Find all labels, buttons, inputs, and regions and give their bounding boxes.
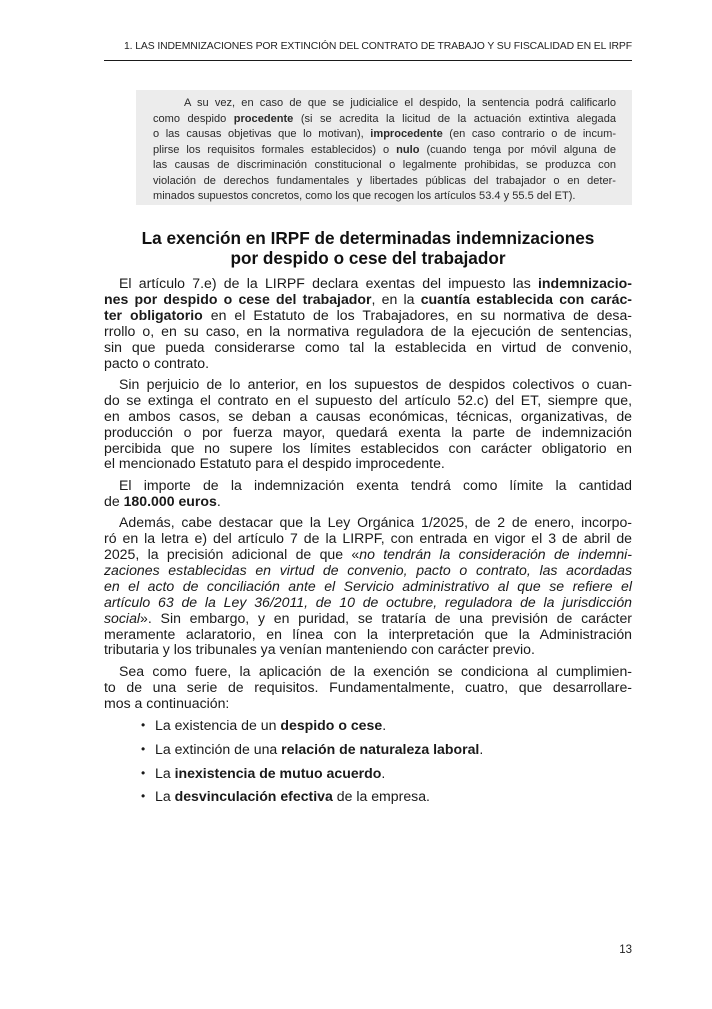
- section-heading: La exención en IRPF de determinadas indemnizaciones por despido o cese del trabajador: [141, 228, 595, 268]
- paragraph-exempt-indemnities: El artículo 7.e) de la LIRPF declara exentas del impuesto las indemnizacio- nes por despido o cese del trabajador, en la cuantía establecida con carác- ter obligatorio en el Estatuto de los Trabajadores, en su normativa de desa- rrollo o, en su caso, en la normativa reguladora de la ejecución de sentencias, sin que pueda considerarse como tal la establecida en virtud de convenio, pacto o contrato.: [104, 275, 633, 371]
- body-text: [104, 276, 632, 812]
- paragraph-collective-dismissals: Sin perjuicio de lo anterior, en los supuestos de despidos colectivos o cuan- do se extinga el contrato en el supuesto del artículo 52.c) del ET, siempre que, en ambos casos, se deban a causas económicas, técnicas, organizativas, de producción o por fuerza mayor, quedará exenta la parte de indemnización percibida que no supere los límites establecidos con carácter obligatorio en el mencionado Estatuto para el despido improcedente.: [104, 375, 632, 472]
- bullet-icon: •: [141, 741, 146, 756]
- bullet-icon: •: [141, 765, 146, 780]
- page-number: 13: [619, 944, 632, 956]
- list-item: • La desvinculación efectiva de la empresa.: [141, 788, 430, 805]
- note-line: como despido procedente (si se acredita la licitud de la actuación extintiva alegada: [153, 112, 616, 125]
- note-line: plirse los requisitos formales establecidos) o nulo (cuando tenga por móvil alguna de: [153, 143, 617, 156]
- note-line: violación de derechos fundamentales y libertades públicas del trabajador o en deter-: [153, 174, 616, 187]
- header-rule: [104, 60, 632, 61]
- list-item: • La extinción de una relación de naturaleza laboral.: [141, 740, 484, 757]
- paragraph-exemption-limit: El importe de la indemnización exenta tendrá como límite la cantidad de 180.000 euros.: [104, 476, 632, 509]
- running-header: 1. LAS INDEMNIZACIONES POR EXTINCIÓN DEL CONTRATO DE TRABAJO Y SU FISCALIDAD EN EL IRPF: [123, 41, 632, 52]
- paragraph-requirements-intro: Sea como fuere, la aplicación de la exención se condiciona al cumplimien- to de una serie de requisitos. Fundamentalmente, cuatro, que desarrollare- mos a continuación:: [104, 662, 632, 711]
- term-nulo: nulo: [396, 143, 420, 156]
- list-item: • La existencia de un despido o cese.: [141, 717, 387, 734]
- term-procedente: procedente: [233, 112, 294, 125]
- bullet-icon: •: [141, 718, 146, 733]
- requirements-list: [104, 717, 632, 804]
- bullet-icon: •: [141, 789, 146, 804]
- term-improcedente: improcedente: [370, 128, 443, 140]
- note-line: minados supuestos concretos, como los que recogen los artículos 53.4 y 55.5 del ET).: [153, 190, 576, 202]
- exemption-limit-amount: 180.000 euros: [123, 492, 217, 509]
- boxed-note: [136, 90, 632, 205]
- paragraph-organic-law-2025: Además, cabe destacar que la Ley Orgánica 1/2025, de 2 de enero, incorpo- ró en la letra e) del artículo 7 de la LIRPF, con entrada en vigor el 3 de abril de 2025, la precisión adicional de que «no tendrán la consideración de indemni- zaciones establecidas en virtud de convenio, pacto o contrato, las acordadas en el acto de conciliación ante el Servicio administrativo al que se refiere el artículo 63 de la Ley 36/2011, de 10 de octubre, reguladora de la jurisdicción social». Sin embargo, y en puridad, se trataría de una previsión de carácter meramente aclaratorio, en línea con la interpretación que la Administración tributaria y los tribunales ya venían manteniendo con carácter previo.: [104, 514, 633, 658]
- list-item: • La inexistencia de mutuo acuerdo.: [141, 764, 386, 781]
- note-line: A su vez, en caso de que se judicialice el despido, la sentencia podrá calificarlo: [184, 97, 616, 109]
- note-line: las causas de discriminación constitucional o legalmente prohibidas, se produzca con: [153, 159, 616, 171]
- note-line: o las causas objetivas que lo motivan), improcedente (en caso contrario o de incum-: [153, 128, 616, 140]
